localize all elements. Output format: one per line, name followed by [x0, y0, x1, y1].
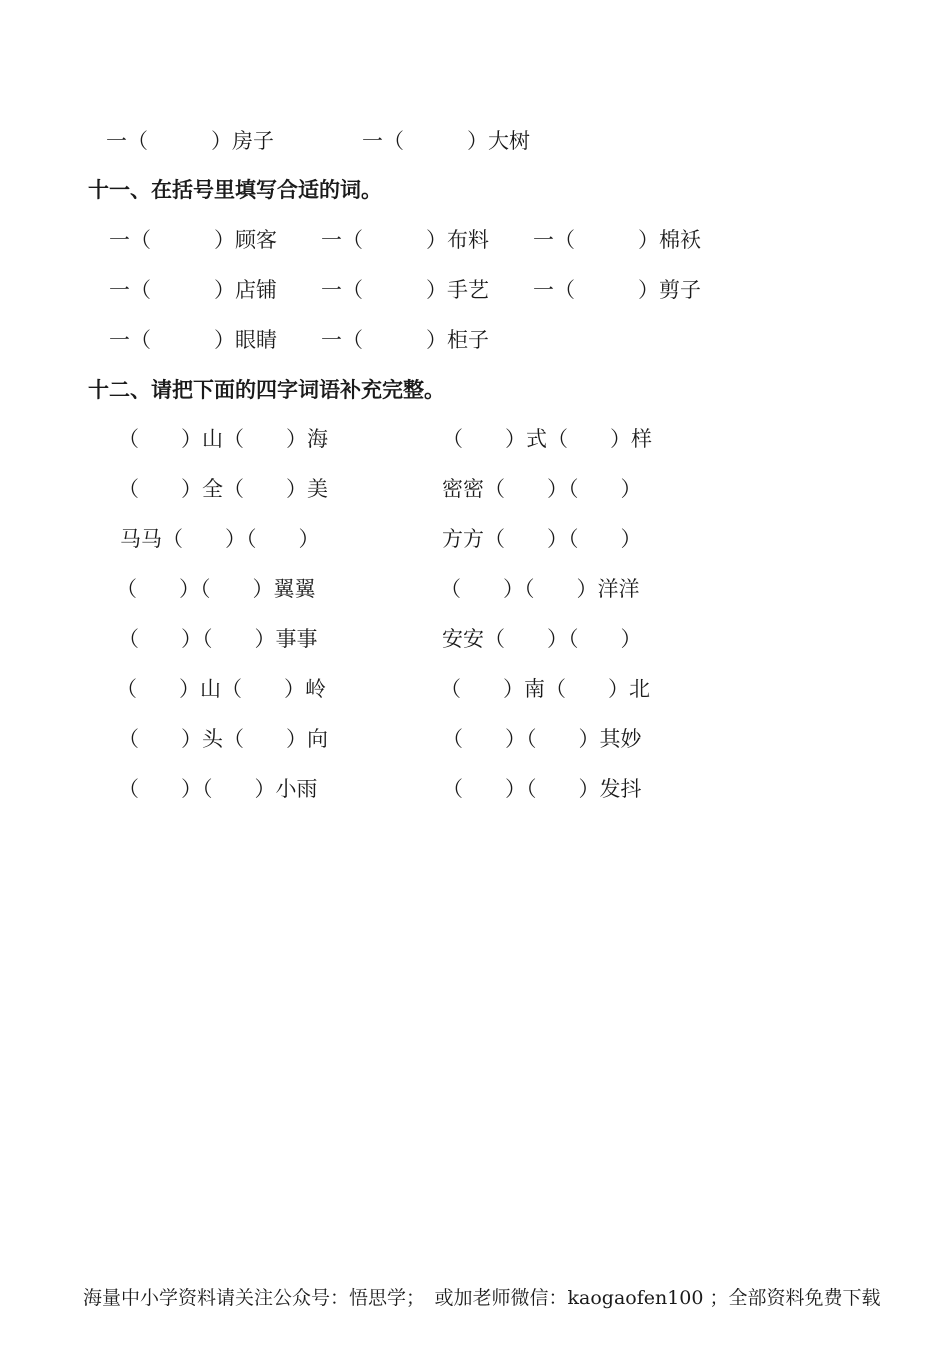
- idiom-item: 密密（ ）（ ）: [442, 477, 642, 501]
- section-11-heading: 十一、在括号里填写合适的词。: [88, 177, 382, 202]
- fill-item: 一（ ）手艺: [321, 278, 489, 302]
- idiom-item: 方方（ ）（ ）: [442, 527, 642, 551]
- idiom-item: （ ）头（ ）向: [118, 727, 328, 751]
- fill-item: 一（ ）棉袄: [533, 228, 701, 252]
- idiom-item: （ ）山（ ）岭: [116, 677, 326, 701]
- page-footer: 海量中小学资料请关注公众号：悟思学； 或加老师微信：kaogaofen100 ；全部资料免费下载: [83, 1287, 881, 1309]
- fill-item: 一（ ）布料: [321, 228, 489, 252]
- fill-item: 一（ ）剪子: [533, 278, 701, 302]
- idiom-item: （ ）（ ）事事: [118, 627, 318, 651]
- idiom-item: 安安（ ）（ ）: [442, 627, 642, 651]
- fill-item: 一（ ）大树: [362, 129, 530, 153]
- idiom-item: （ ）（ ）发抖: [442, 777, 642, 801]
- idiom-item: （ ）式（ ）样: [442, 427, 652, 451]
- idiom-item: （ ）南（ ）北: [440, 677, 650, 701]
- fill-item: 一（ ）店铺: [109, 278, 277, 302]
- fill-item: 一（ ）眼睛: [109, 328, 277, 352]
- section-12-heading: 十二、请把下面的四字词语补充完整。: [88, 377, 445, 402]
- idiom-item: （ ）全（ ）美: [118, 477, 328, 501]
- fill-item: 一（ ）房子: [106, 129, 274, 153]
- idiom-item: （ ）（ ）洋洋: [440, 577, 640, 601]
- fill-item: 一（ ）顾客: [109, 228, 277, 252]
- idiom-item: （ ）（ ）其妙: [442, 727, 642, 751]
- idiom-item: （ ）（ ）翼翼: [116, 577, 316, 601]
- idiom-item: （ ）（ ）小雨: [118, 777, 318, 801]
- fill-item: 一（ ）柜子: [321, 328, 489, 352]
- idiom-item: 马马（ ）（ ）: [120, 527, 320, 551]
- idiom-item: （ ）山（ ）海: [118, 427, 328, 451]
